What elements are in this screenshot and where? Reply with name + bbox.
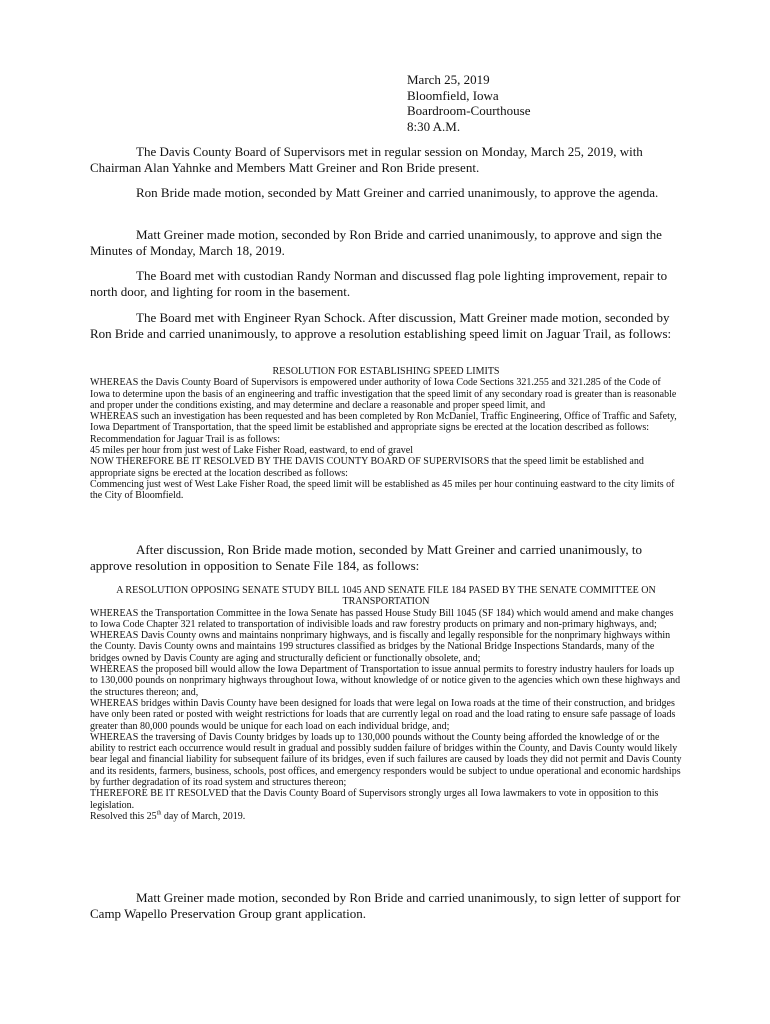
resolution-clause: Recommendation for Jaguar Trail is as follows: — [90, 433, 280, 445]
meeting-date: March 25, 2019 — [407, 72, 490, 87]
resolution-clause: Commencing just west of West Lake Fisher Road, the speed limit will be established as 45 miles per hour continuing eastward to the city limits of the City of Bloomfield. — [90, 478, 675, 502]
meeting-time: 8:30 A.M. — [407, 118, 461, 134]
senate-file-resolution — [90, 585, 682, 822]
resolution-clause: NOW THEREFORE BE IT RESOLVED BY THE DAVIS COUNTY BOARD OF SUPERVISORS that the speed limit be established and appropriate signs be erected at the location described as follows: — [90, 456, 644, 479]
resolution-title: A RESOLUTION OPPOSING SENATE STUDY BILL 1045 AND SENATE FILE 184 PASED BY THE SENATE COMMITTEE ON TRANSPORTATION — [116, 585, 656, 608]
paragraph-camp-wapello: Matt Greiner made motion, seconded by Ron Bride and carried unanimously, to sign letter of support for Camp Wapello Preservation Group grant application. — [90, 890, 681, 921]
resolution-clause: WHEREAS the Davis County Board of Supervisors is empowered under authority of Iowa Code Sections 321.255 and 321.285 of the Code of Iowa to determine upon the basis of an engineering and traffic investigation that the speed limit of any secondary road is greater than is reasonable and proper under the conditions existing, and may determine and declare a reasonable and proper speed limit, and — [90, 377, 677, 411]
resolution-clause: WHEREAS the traversing of Davis County bridges by loads up to 130,000 pounds without the County being afforded the knowledge of or the ability to restrict each occurrence would result in gradual and possibly sudden failure of bridges within the County, and Davis County would likely bear legal and financial liability for subsequent failure of its bridges, even if such failures are caused by loads they did not permit and Davis County and its residents, farmers, business, schools, post offices, and emergency responders would be subject to undue operational and economic hardships by further degradation of its road system and structures thereon; — [90, 731, 682, 789]
meeting-header — [407, 72, 530, 134]
resolved-date — [90, 811, 682, 822]
speed-limit-resolution — [90, 366, 682, 502]
meeting-city: Bloomfield, Iowa — [407, 87, 499, 103]
paragraph-attendance: The Davis County Board of Supervisors met in regular session on Monday, March 25, 2019, with Chairman Alan Yahnke and Members Matt Greiner and Ron Bride present. — [90, 144, 643, 175]
resolved-prefix: Resolved this 25 — [90, 810, 157, 822]
paragraph-engineer: The Board met with Engineer Ryan Schock. After discussion, Matt Greiner made motion, seconded by Ron Bride and carried unanimously, to approve a resolution establishing speed limit on Jaguar Trail, as follows: — [90, 310, 672, 341]
resolved-suffix: day of March, 2019. — [161, 810, 246, 822]
paragraph-senate-file-motion: After discussion, Ron Bride made motion, seconded by Matt Greiner and carried unanimously, to approve resolution in opposition to Senate File 184, as follows: — [90, 542, 643, 573]
resolution-clause: 45 miles per hour from just west of Lake Fisher Road, eastward, to end of gravel — [90, 445, 413, 457]
meeting-location: Boardroom-Courthouse — [407, 103, 531, 118]
paragraph-minutes-motion: Matt Greiner made motion, seconded by Ron Bride and carried unanimously, to approve and sign the Minutes of Monday, March 18, 2019. — [90, 227, 662, 258]
resolved-ordinal: th — [156, 810, 162, 817]
resolution-clause: THEREFORE BE IT RESOLVED that the Davis County Board of Supervisors strongly urges all Iowa lawmakers to vote in opposition to this legislation. — [90, 788, 659, 811]
resolution-clause: WHEREAS bridges within Davis County have been designed for loads that were legal on Iowa roads at the time of their construction, and bridges have only been rated or posted with weight restrictions for loads that are currently legal on road and the load rating to ensure safe passage of loads greater than 80,000 pounds would be unique for each load on each individual bridge, and; — [90, 697, 676, 732]
paragraph-custodian: The Board met with custodian Randy Norman and discussed flag pole lighting improvement, repair to north door, and lighting for room in the basement. — [90, 268, 668, 299]
resolution-clause: WHEREAS such an investigation has been requested and has been completed by Ron McDaniel, Traffic Engineering, Office of Traffic and Safety, Iowa Department of Transportation, that the speed limit be established and appropriate signs be erected at the location described as follows: — [90, 411, 677, 434]
resolution-clause: WHEREAS Davis County owns and maintains nonprimary highways, and is fiscally and legally responsible for the nonprimary highways within the County. Davis County owns and maintains 199 structures classified as bridges by the National Bridge Inspections Standards, many of the bridges owned by Davis County are aging and structurally deficient or functionally obsolete, and; — [90, 630, 671, 664]
paragraph-agenda-motion: Ron Bride made motion, seconded by Matt Greiner and carried unanimously, to approve the agenda. — [136, 185, 659, 200]
resolution-title: RESOLUTION FOR ESTABLISHING SPEED LIMITS — [272, 366, 500, 377]
resolution-clause: WHEREAS the Transportation Committee in the Iowa Senate has passed House Study Bill 1045 (SF 184) which would amend and make changes to Iowa Code Chapter 321 related to transportation of indivisible loads and raw forestry products on primary and non-primary highways, and; — [90, 607, 674, 630]
resolution-clause: WHEREAS the proposed bill would allow the Iowa Department of Transportation to issue annual permits to forestry industry haulers for loads up to 130,000 pounds on nonprimary highways throughout Iowa, without knowledge of or notice given to the agencies which own these highways and the structures thereon; and, — [90, 664, 681, 698]
